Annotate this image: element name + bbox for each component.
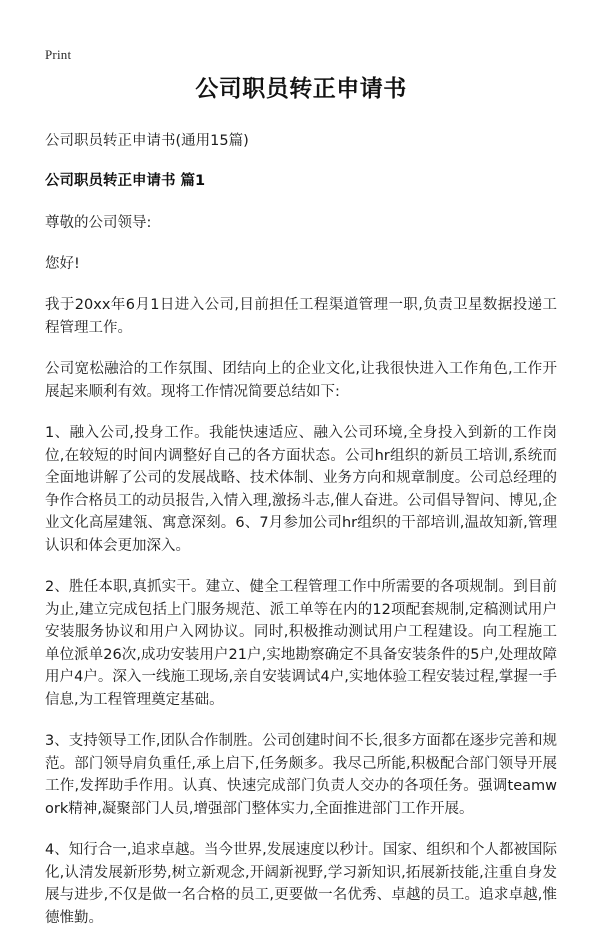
body-paragraph: 1、融入公司,投身工作。我能快速适应、融入公司环境,全身投入到新的工作岗位,在较短的时间内调整好自己的各方面状态。公司hr组织的新员工培训,系统而全面地讲解了公司的发展战略、技术体制、业务方向和规章制度。公司总经理的争作合格员工的动员报告,入情入理,激扬斗志,催人奋进。公司倡导智问、博见,企业文化高屋建瓴、寓意深刻。6、7月参加公司hr组织的干部培训,温故知新,管理认识和体会更加深入。 — [45, 425, 557, 554]
body-paragraph: 2、胜任本职,真抓实干。建立、健全工程管理工作中所需要的各项规制。到目前为止,建立完成包括上门服务规范、派工单等在内的12项配套规制,定稿测试用户安装服务协议和用户入网协议。同时,积极推动测试用户工程建设。向工程施工单位派单26次,成功安装用户21户,实地勘察确定不具备安装条件的5户,处理故障用户4户。深入一线施工现场,亲自安装调试4户,实地体验工程安装过程,掌握一手信息,为工程管理奠定基础。 — [45, 579, 557, 708]
document-content — [45, 74, 557, 929]
page-title: 公司职员转正申请书 — [195, 76, 407, 102]
salutation: 尊敬的公司领导: — [45, 215, 152, 231]
body-paragraph: 公司宽松融洽的工作氛围、团结向上的企业文化,让我很快进入工作角色,工作开展起来顺利有效。现将工作情况简要总结如下: — [45, 361, 557, 400]
section-heading: 公司职员转正申请书 篇1 — [45, 173, 206, 189]
body-paragraph: 3、支持领导工作,团队合作制胜。公司创建时间不长,很多方面都在逐步完善和规范。部门领导肩负重任,承上启下,任务颇多。我尽己所能,积极配合部门领导开展工作,发挥助手作用。认真、快速完成部门负责人交办的各项任务。强调teamwork精神,凝聚部门人员,增强部门整体实力,全面推进部门工作开展。 — [45, 733, 557, 817]
body-paragraph: 我于20xx年6月1日进入公司,目前担任工程渠道管理一职,负责卫星数据投递工程管理工作。 — [45, 297, 557, 336]
greeting: 您好! — [45, 256, 80, 272]
document-subtitle: 公司职员转正申请书(通用15篇) — [45, 133, 249, 149]
print-link[interactable]: Print — [45, 47, 72, 62]
body-paragraph: 4、知行合一,追求卓越。当今世界,发展速度以秒计。国家、组织和个人都被国际化,认清发展新形势,树立新观念,开阔新视野,学习新知识,拓展新技能,注重自身发展与进步,不仅是做一名合格的员工,更要做一名优秀、卓越的员工。追求卓越,惟德惟勤。 — [45, 842, 557, 926]
